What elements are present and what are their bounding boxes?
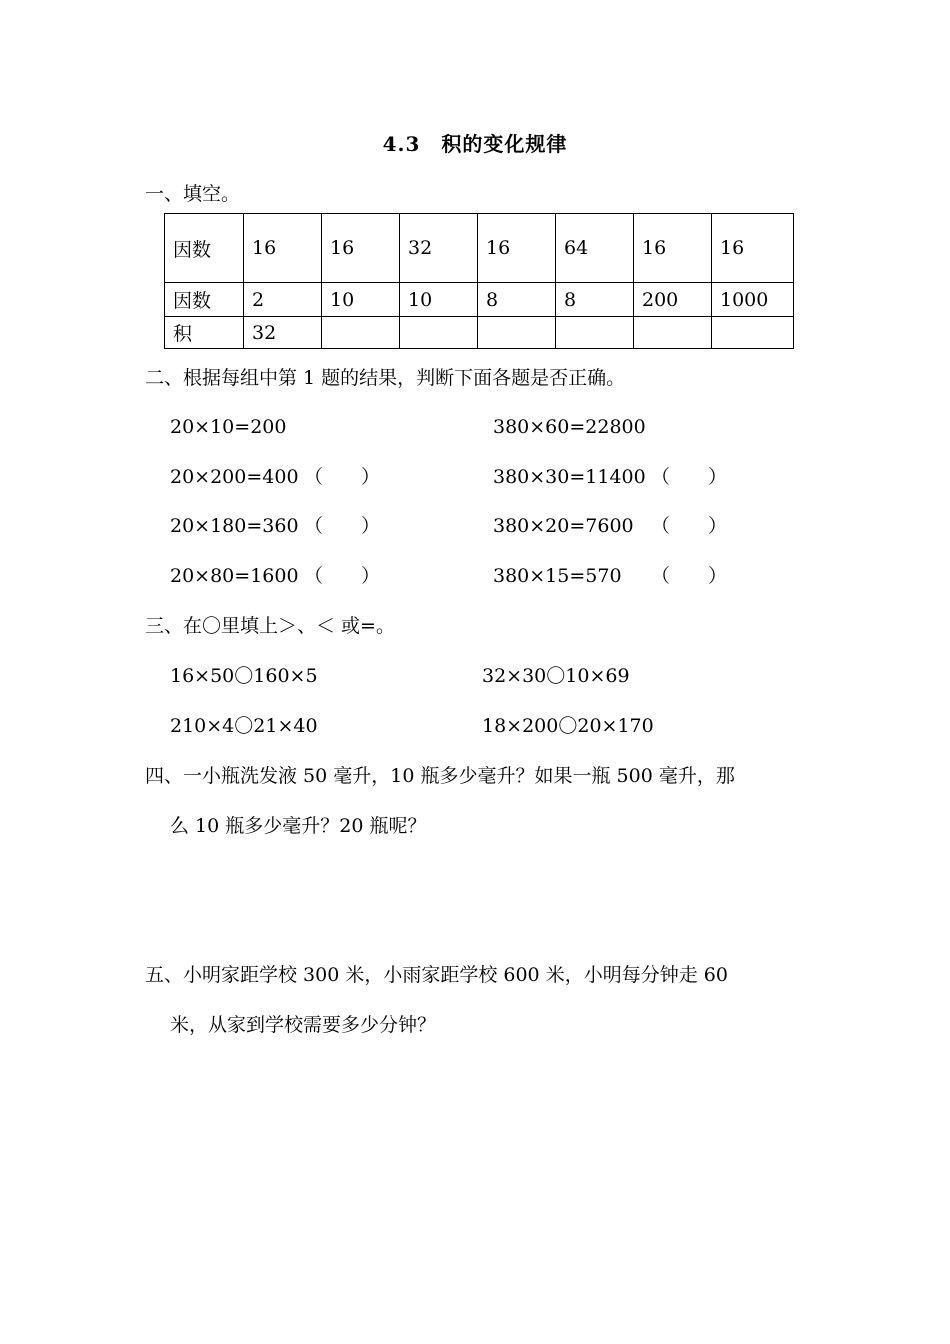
answer-parentheses[interactable]: （ ）: [651, 565, 728, 587]
section-4-question-line-1: 四、一小瓶洗发液 50 毫升，10 瓶多少毫升？如果一瓶 500 毫升，那: [145, 765, 735, 787]
compare-expression: 16×50〇160×5: [170, 665, 318, 687]
answer-parentheses[interactable]: （ ）: [651, 515, 728, 537]
section-2-heading: 二、根据每组中第 1 题的结果，判断下面各题是否正确。: [145, 367, 626, 389]
table-cell: 16: [244, 214, 322, 283]
table-cell: 200: [634, 283, 712, 317]
page-title: 4.3 积的变化规律: [382, 132, 568, 156]
judge-expression: 380×30=11400: [493, 466, 646, 488]
table-cell: 10: [400, 283, 478, 317]
table-cell: 2: [244, 283, 322, 317]
answer-parentheses[interactable]: （ ）: [651, 466, 728, 488]
answer-cell[interactable]: [322, 317, 400, 349]
judge-expression: 20×200=400: [170, 466, 299, 488]
answer-parentheses[interactable]: （ ）: [304, 515, 381, 537]
table-cell: 32: [244, 317, 322, 349]
judge-expression: 20×10=200: [170, 416, 287, 438]
table-cell: 16: [478, 214, 556, 283]
table-row: [165, 214, 794, 283]
judge-expression: 380×60=22800: [493, 416, 646, 438]
table-cell: 16: [634, 214, 712, 283]
section-5-question-line-1: 五、小明家距学校 300 米，小雨家距学校 600 米，小明每分钟走 60: [145, 964, 728, 986]
table-cell: 8: [556, 283, 634, 317]
judge-expression: 380×20=7600: [493, 515, 634, 537]
section-4-question-line-2: 么 10 瓶多少毫升？20 瓶呢？: [170, 815, 427, 837]
judge-expression: 20×180=360: [170, 515, 299, 537]
table-cell: 积: [165, 317, 244, 349]
answer-cell[interactable]: [478, 317, 556, 349]
table-row: [165, 317, 794, 349]
answer-cell[interactable]: [556, 317, 634, 349]
table-cell: 32: [400, 214, 478, 283]
section-3-heading: 三、在〇里填上＞、＜ 或=。: [145, 615, 395, 637]
table-cell: 64: [556, 214, 634, 283]
fill-in-table: [164, 213, 794, 349]
compare-expression: 210×4〇21×40: [170, 715, 318, 737]
table-cell: 8: [478, 283, 556, 317]
table-cell: 10: [322, 283, 400, 317]
table-cell: 1000: [712, 283, 794, 317]
compare-expression: 32×30〇10×69: [482, 665, 630, 687]
judge-expression: 20×80=1600: [170, 565, 299, 587]
section-1-heading: 一、填空。: [145, 183, 241, 205]
table-row: [165, 283, 794, 317]
answer-parentheses[interactable]: （ ）: [304, 565, 381, 587]
compare-expression: 18×200〇20×170: [482, 715, 654, 737]
answer-parentheses[interactable]: （ ）: [304, 466, 381, 488]
answer-cell[interactable]: [400, 317, 478, 349]
section-5-question-line-2: 米，从家到学校需要多少分钟？: [170, 1014, 437, 1036]
answer-cell[interactable]: [634, 317, 712, 349]
table-cell: 16: [322, 214, 400, 283]
table-cell: 因数: [165, 283, 244, 317]
table-cell: 因数: [165, 214, 244, 283]
judge-expression: 380×15=570: [493, 565, 622, 587]
answer-cell[interactable]: [712, 317, 794, 349]
table-cell: 16: [712, 214, 794, 283]
